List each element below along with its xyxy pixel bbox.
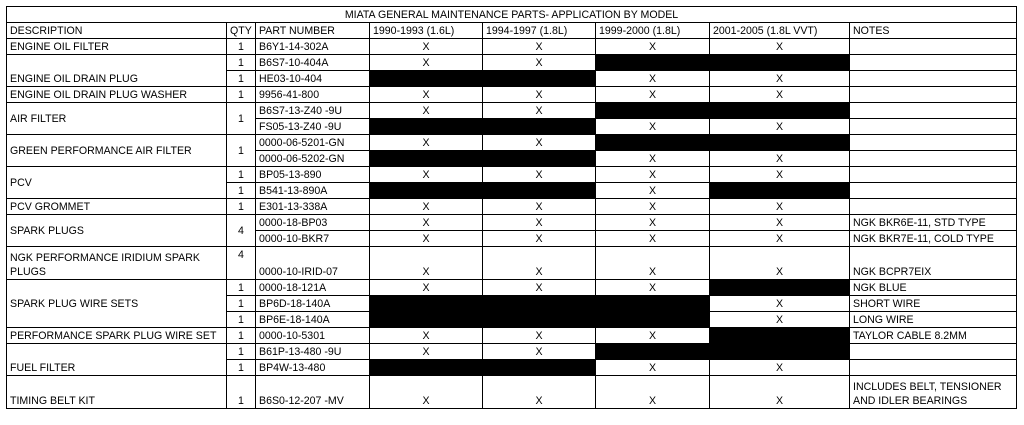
- app-1994-1997-mark: X: [483, 167, 596, 183]
- table-row: [7, 39, 1017, 55]
- not-applicable-cell: [370, 119, 483, 135]
- not-applicable-cell: [483, 71, 596, 87]
- part-notes: SHORT WIRE: [850, 296, 1017, 312]
- part-notes: [850, 199, 1017, 215]
- app-1999-2000-mark: X: [596, 119, 710, 135]
- not-applicable-cell: [483, 312, 596, 328]
- part-number: B6S0-12-207 -MV: [256, 376, 370, 409]
- app-1999-2000-mark: X: [596, 199, 710, 215]
- app-1990-1993-mark: X: [370, 167, 483, 183]
- title-row: [7, 7, 1017, 23]
- part-qty: 1: [227, 360, 256, 376]
- table-row: [7, 167, 1017, 183]
- part-notes: [850, 167, 1017, 183]
- app-2001-2005-mark: X: [710, 231, 850, 247]
- not-applicable-cell: [370, 360, 483, 376]
- app-1994-1997-mark: X: [483, 376, 596, 409]
- part-notes: NGK BLUE: [850, 280, 1017, 296]
- part-description: ENGINE OIL FILTER: [7, 39, 227, 55]
- app-1999-2000-mark: X: [596, 376, 710, 409]
- part-qty: 1: [227, 103, 256, 135]
- part-qty: 1: [227, 71, 256, 87]
- part-notes: INCLUDES BELT, TENSIONER AND IDLER BEARINGS: [850, 376, 1017, 409]
- app-1999-2000-mark: X: [596, 280, 710, 296]
- app-1990-1993-mark: X: [370, 247, 483, 280]
- not-applicable-cell: [710, 135, 850, 151]
- part-qty: 1: [227, 376, 256, 409]
- not-applicable-cell: [483, 296, 596, 312]
- app-1994-1997-mark: X: [483, 55, 596, 71]
- part-description: NGK PERFORMANCE IRIDIUM SPARK PLUGS: [7, 247, 227, 280]
- maintenance-parts-sheet: [6, 6, 1017, 409]
- app-2001-2005-mark: X: [710, 167, 850, 183]
- app-2001-2005-mark: X: [710, 296, 850, 312]
- table-row: [7, 135, 1017, 151]
- app-1990-1993-mark: X: [370, 231, 483, 247]
- app-1994-1997-mark: X: [483, 247, 596, 280]
- part-number: B6Y1-14-302A: [256, 39, 370, 55]
- part-number: 0000-10-IRID-07: [256, 247, 370, 280]
- part-qty: 1: [227, 183, 256, 199]
- app-1999-2000-mark: X: [596, 71, 710, 87]
- app-1994-1997-mark: X: [483, 199, 596, 215]
- not-applicable-cell: [596, 312, 710, 328]
- app-1999-2000-mark: X: [596, 328, 710, 344]
- app-1994-1997-mark: X: [483, 280, 596, 296]
- app-1990-1993-mark: X: [370, 376, 483, 409]
- not-applicable-cell: [596, 135, 710, 151]
- part-qty: 1: [227, 167, 256, 183]
- table-row: [7, 87, 1017, 103]
- table-row: [7, 199, 1017, 215]
- not-applicable-cell: [710, 344, 850, 360]
- column-header-qty: QTY: [227, 23, 256, 39]
- not-applicable-cell: [596, 296, 710, 312]
- table-row: [7, 103, 1017, 119]
- not-applicable-cell: [596, 103, 710, 119]
- part-notes: [850, 55, 1017, 71]
- part-qty: 1: [227, 135, 256, 167]
- not-applicable-cell: [370, 71, 483, 87]
- part-qty: 1: [227, 296, 256, 312]
- part-notes: NGK BCPR7EIX: [850, 247, 1017, 280]
- app-1994-1997-mark: X: [483, 215, 596, 231]
- not-applicable-cell: [483, 151, 596, 167]
- part-qty: 1: [227, 87, 256, 103]
- part-description: AIR FILTER: [7, 103, 227, 135]
- app-2001-2005-mark: X: [710, 39, 850, 55]
- table-row: [7, 344, 1017, 360]
- part-description: ENGINE OIL DRAIN PLUG WASHER: [7, 87, 227, 103]
- not-applicable-cell: [596, 344, 710, 360]
- column-header-description: DESCRIPTION: [7, 23, 227, 39]
- part-number: 0000-10-5301: [256, 328, 370, 344]
- app-1994-1997-mark: X: [483, 39, 596, 55]
- part-notes: [850, 39, 1017, 55]
- app-1994-1997-mark: X: [483, 231, 596, 247]
- part-notes: [850, 360, 1017, 376]
- app-1994-1997-mark: X: [483, 328, 596, 344]
- part-qty: 1: [227, 312, 256, 328]
- part-number: 0000-06-5201-GN: [256, 135, 370, 151]
- part-notes: [850, 87, 1017, 103]
- table-row: [7, 55, 1017, 71]
- app-2001-2005-mark: X: [710, 247, 850, 280]
- not-applicable-cell: [710, 328, 850, 344]
- part-number: BP4W-13-480: [256, 360, 370, 376]
- part-number: BP6D-18-140A: [256, 296, 370, 312]
- part-description: PCV GROMMET: [7, 199, 227, 215]
- app-1999-2000-mark: X: [596, 183, 710, 199]
- app-1990-1993-mark: X: [370, 55, 483, 71]
- not-applicable-cell: [596, 55, 710, 71]
- app-2001-2005-mark: X: [710, 151, 850, 167]
- app-2001-2005-mark: X: [710, 376, 850, 409]
- part-notes: TAYLOR CABLE 8.2MM: [850, 328, 1017, 344]
- app-1994-1997-mark: X: [483, 344, 596, 360]
- part-notes: [850, 344, 1017, 360]
- table-row: [7, 328, 1017, 344]
- part-number: E301-13-338A: [256, 199, 370, 215]
- part-number: 0000-06-5202-GN: [256, 151, 370, 167]
- part-notes: NGK BKR6E-11, STD TYPE: [850, 215, 1017, 231]
- part-notes: [850, 103, 1017, 119]
- part-number: B6S7-10-404A: [256, 55, 370, 71]
- table-row: [7, 280, 1017, 296]
- not-applicable-cell: [370, 296, 483, 312]
- not-applicable-cell: [710, 183, 850, 199]
- table-title: MIATA GENERAL MAINTENANCE PARTS- APPLICATION BY MODEL: [7, 7, 1017, 23]
- app-1999-2000-mark: X: [596, 39, 710, 55]
- part-description: ENGINE OIL DRAIN PLUG: [7, 55, 227, 87]
- app-2001-2005-mark: X: [710, 71, 850, 87]
- app-2001-2005-mark: X: [710, 87, 850, 103]
- part-qty: 1: [227, 280, 256, 296]
- app-1990-1993-mark: X: [370, 280, 483, 296]
- column-header-2001-2005: 2001-2005 (1.8L VVT): [710, 23, 850, 39]
- header-row: [7, 23, 1017, 39]
- part-description: TIMING BELT KIT: [7, 376, 227, 409]
- not-applicable-cell: [710, 103, 850, 119]
- part-description: PERFORMANCE SPARK PLUG WIRE SET: [7, 328, 227, 344]
- part-number: 0000-10-BKR7: [256, 231, 370, 247]
- part-notes: [850, 71, 1017, 87]
- table-row: [7, 376, 1017, 409]
- app-1999-2000-mark: X: [596, 231, 710, 247]
- part-qty: 1: [227, 39, 256, 55]
- not-applicable-cell: [710, 55, 850, 71]
- part-number: B541-13-890A: [256, 183, 370, 199]
- app-1990-1993-mark: X: [370, 328, 483, 344]
- app-1990-1993-mark: X: [370, 87, 483, 103]
- app-1994-1997-mark: X: [483, 135, 596, 151]
- not-applicable-cell: [370, 312, 483, 328]
- parts-application-table: [6, 6, 1017, 409]
- parts-rows: [7, 39, 1017, 409]
- app-1999-2000-mark: X: [596, 87, 710, 103]
- app-1999-2000-mark: X: [596, 360, 710, 376]
- table-row: [7, 215, 1017, 231]
- part-description: SPARK PLUGS: [7, 215, 227, 247]
- part-description: FUEL FILTER: [7, 344, 227, 376]
- app-1990-1993-mark: X: [370, 135, 483, 151]
- not-applicable-cell: [710, 280, 850, 296]
- column-header-1990-1993: 1990-1993 (1.6L): [370, 23, 483, 39]
- part-qty: 4: [227, 247, 256, 280]
- part-number: B61P-13-480 -9U: [256, 344, 370, 360]
- part-notes: [850, 119, 1017, 135]
- app-2001-2005-mark: X: [710, 215, 850, 231]
- table-row: [7, 247, 1017, 280]
- app-1990-1993-mark: X: [370, 215, 483, 231]
- part-description: SPARK PLUG WIRE SETS: [7, 280, 227, 328]
- app-1990-1993-mark: X: [370, 344, 483, 360]
- part-description: GREEN PERFORMANCE AIR FILTER: [7, 135, 227, 167]
- not-applicable-cell: [483, 360, 596, 376]
- part-qty: 1: [227, 55, 256, 71]
- not-applicable-cell: [370, 183, 483, 199]
- part-notes: NGK BKR7E-11, COLD TYPE: [850, 231, 1017, 247]
- app-1990-1993-mark: X: [370, 199, 483, 215]
- column-header-1999-2000: 1999-2000 (1.8L): [596, 23, 710, 39]
- app-1994-1997-mark: X: [483, 87, 596, 103]
- part-qty: 4: [227, 215, 256, 247]
- part-notes: [850, 151, 1017, 167]
- part-description: PCV: [7, 167, 227, 199]
- app-2001-2005-mark: X: [710, 199, 850, 215]
- app-1990-1993-mark: X: [370, 103, 483, 119]
- part-qty: 1: [227, 328, 256, 344]
- part-qty: 1: [227, 344, 256, 360]
- not-applicable-cell: [483, 183, 596, 199]
- column-header-part-number: PART NUMBER: [256, 23, 370, 39]
- app-1999-2000-mark: X: [596, 151, 710, 167]
- part-number: 0000-18-121A: [256, 280, 370, 296]
- part-number: B6S7-13-Z40 -9U: [256, 103, 370, 119]
- app-1999-2000-mark: X: [596, 215, 710, 231]
- part-number: 0000-18-BP03: [256, 215, 370, 231]
- part-number: BP6E-18-140A: [256, 312, 370, 328]
- part-number: FS05-13-Z40 -9U: [256, 119, 370, 135]
- app-2001-2005-mark: X: [710, 119, 850, 135]
- app-1994-1997-mark: X: [483, 103, 596, 119]
- app-2001-2005-mark: X: [710, 360, 850, 376]
- part-notes: [850, 183, 1017, 199]
- part-notes: LONG WIRE: [850, 312, 1017, 328]
- part-notes: [850, 135, 1017, 151]
- app-2001-2005-mark: X: [710, 312, 850, 328]
- app-1990-1993-mark: X: [370, 39, 483, 55]
- column-header-1994-1997: 1994-1997 (1.8L): [483, 23, 596, 39]
- part-number: BP05-13-890: [256, 167, 370, 183]
- column-header-notes: NOTES: [850, 23, 1017, 39]
- not-applicable-cell: [483, 119, 596, 135]
- app-1999-2000-mark: X: [596, 247, 710, 280]
- part-qty: 1: [227, 199, 256, 215]
- part-number: HE03-10-404: [256, 71, 370, 87]
- not-applicable-cell: [370, 151, 483, 167]
- part-number: 9956-41-800: [256, 87, 370, 103]
- app-1999-2000-mark: X: [596, 167, 710, 183]
